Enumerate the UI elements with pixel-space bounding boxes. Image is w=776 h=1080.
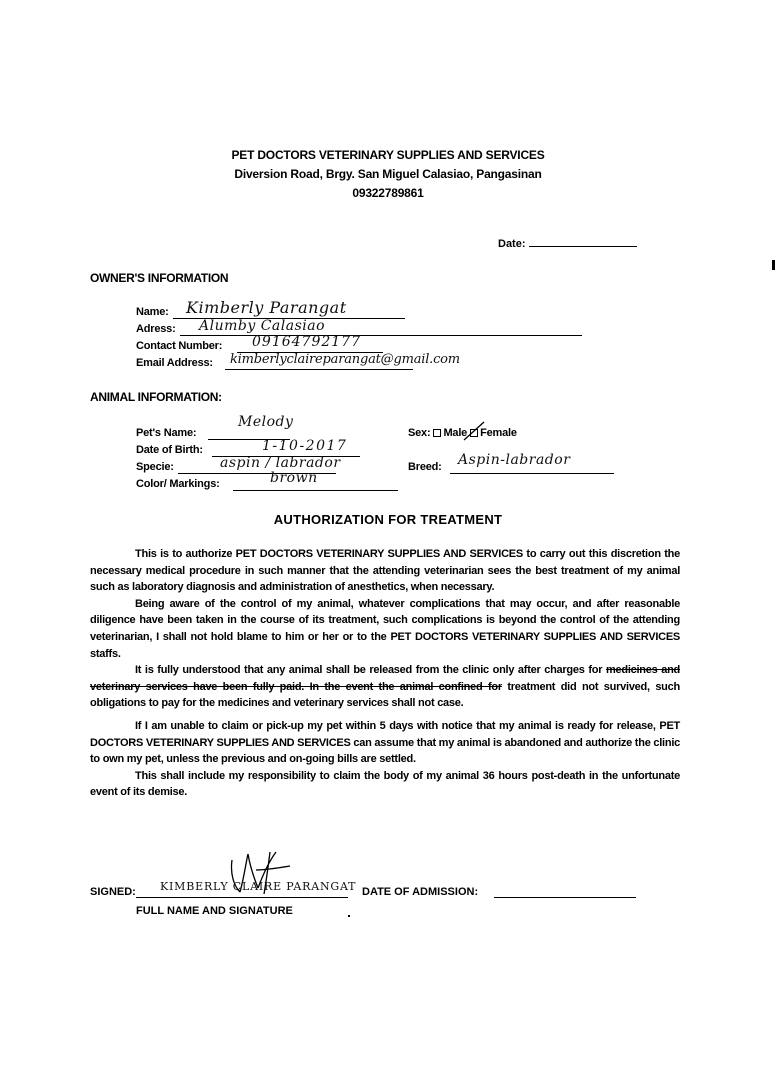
admission-date-line	[494, 897, 636, 898]
owner-email-line	[225, 369, 413, 370]
dob-label: Date of Birth:	[136, 444, 203, 456]
sex-female-option: Female	[480, 427, 517, 439]
authorization-paragraph-2: Being aware of the control of my animal, whatever complications that may occur, and after reasonable diligence have been taken in the course of its treatment, such complications is beyond the control of the attending veterinarian, I shall not hold blame to him or her or to the PET DOCTORS VETERINARY SUPPLIES AND SERVICES staffs.	[90, 597, 680, 660]
breed-label: Breed:	[408, 461, 442, 473]
color-value: brown	[270, 470, 318, 486]
paragraph-3-start: It is fully understood that any animal shall be released from the clinic only after charges for	[135, 664, 606, 677]
breed-line	[450, 473, 614, 474]
owner-section-title: OWNER'S INFORMATION	[90, 271, 229, 285]
species-label: Specie:	[136, 461, 174, 473]
pet-name-value: Melody	[238, 414, 294, 430]
sex-male-option: Male	[443, 427, 468, 439]
authorization-body	[90, 546, 680, 801]
color-label: Color/ Markings:	[136, 478, 220, 490]
date-label: Date:	[498, 238, 526, 250]
scan-edge-mark	[772, 260, 775, 270]
male-checkbox	[433, 429, 441, 437]
sex-label: Sex:	[408, 427, 431, 439]
breed-value: Aspin-labrador	[458, 452, 571, 468]
species-value: aspin / labrador	[220, 455, 341, 471]
signed-label: SIGNED:	[90, 886, 136, 898]
company-phone: 09322789861	[352, 186, 424, 200]
paragraph-3-end: treatment did not survived, such obligations to pay for the medicines and veterinary services shall not case.	[90, 680, 680, 710]
authorization-paragraph-3	[90, 662, 680, 712]
date-blank	[529, 236, 637, 247]
owner-name-value: Kimberly Parangat	[186, 298, 347, 317]
owner-contact-label: Contact Number:	[136, 340, 223, 352]
owner-address-value: Alumby Calasiao	[199, 318, 326, 334]
owner-name-label: Name:	[136, 306, 169, 318]
authorization-paragraph-5: This shall include my responsibility to claim the body of my animal 36 hours post-death in the unfortunate event of its demise.	[90, 769, 680, 799]
authorization-paragraph-4: If I am unable to claim or pick-up my pet within 5 days with notice that my animal is ready for release, PET DOCTORS VETERINARY SUPPLIES AND SERVICES can assume that my animal is abandoned and authorize the clinic to own my pet, unless the previous and on-going bills are settled.	[90, 719, 680, 766]
authorization-paragraph-1: This is to authorize PET DOCTORS VETERINARY SUPPLIES AND SERVICES to carry out this discretion the necessary medical procedure in such manner that the attending veterinarian sees the best treatment of my animal such as laboratory diagnosis and administration of anesthetics, when necessary.	[90, 548, 680, 594]
female-check-mark	[462, 420, 486, 442]
owner-email-label: Email Address:	[136, 357, 213, 369]
admission-date-label: DATE OF ADMISSION:	[362, 886, 479, 898]
dob-value: 1-10-2017	[262, 438, 348, 454]
paragraph-3-struck: medicines and veterinary services have been fully paid. In the event the animal confined for	[90, 664, 681, 693]
owner-email-value: kimberlyclaireparangat@gmail.com	[230, 352, 460, 367]
company-address: Diversion Road, Brgy. San Miguel Calasiao, Pangasinan	[234, 167, 542, 181]
stray-mark	[348, 915, 350, 917]
company-name: PET DOCTORS VETERINARY SUPPLIES AND SERVICES	[231, 148, 545, 162]
pet-name-label: Pet's Name:	[136, 427, 197, 439]
owner-address-label: Adress:	[136, 323, 176, 335]
animal-section-title: ANIMAL INFORMATION:	[90, 390, 222, 404]
date-field	[498, 236, 637, 250]
handwritten-signature	[226, 848, 296, 898]
signed-name-value: KIMBERLY CLAIRE PARANGAT	[160, 880, 357, 893]
authorization-title: AUTHORIZATION FOR TREATMENT	[273, 512, 503, 527]
owner-address-line	[180, 335, 582, 336]
color-line	[233, 490, 398, 491]
letterhead	[0, 146, 776, 203]
owner-contact-value: 09164792177	[252, 334, 361, 350]
signature-caption: FULL NAME AND SIGNATURE	[136, 905, 293, 917]
